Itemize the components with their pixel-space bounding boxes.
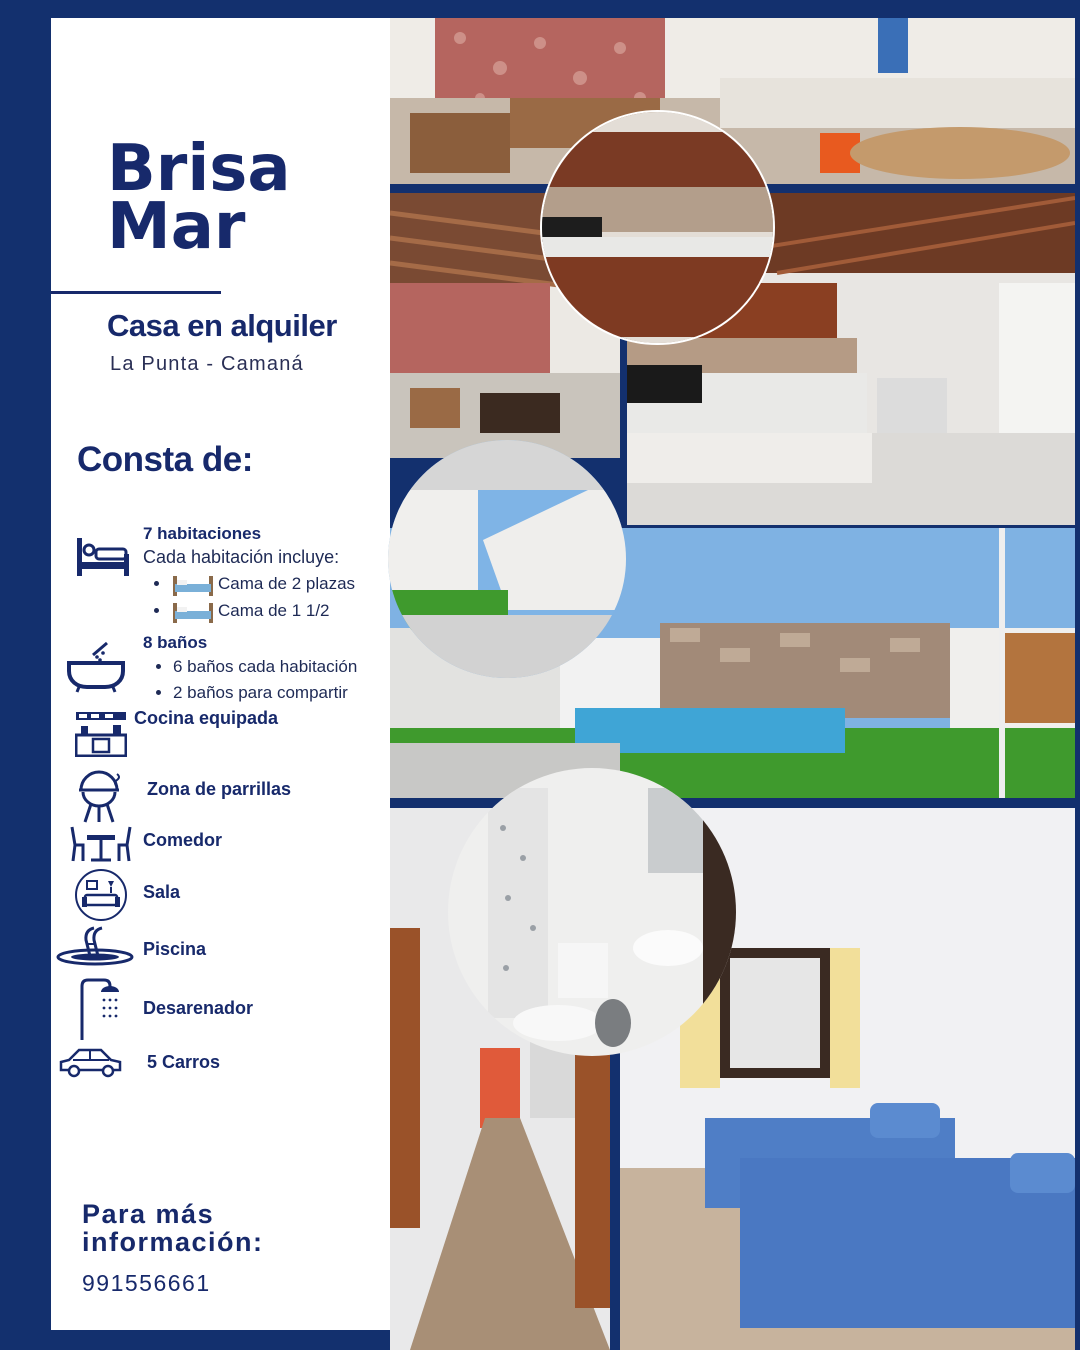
bed-icon bbox=[76, 536, 130, 578]
contact-heading bbox=[82, 1200, 264, 1256]
divider bbox=[51, 291, 221, 294]
bathtub-icon bbox=[67, 641, 125, 693]
rooms-block bbox=[143, 523, 383, 624]
baths-title: 8 baños bbox=[143, 633, 208, 652]
bathroom-circle-photo bbox=[448, 768, 736, 1056]
brand-line-2: Mar bbox=[107, 190, 246, 264]
phone-number[interactable]: 991556661 bbox=[82, 1270, 211, 1296]
living-label: Sala bbox=[143, 882, 181, 902]
list-item bbox=[171, 570, 383, 597]
bed-icon bbox=[171, 572, 215, 598]
brand-line-1: Brisa bbox=[107, 132, 291, 206]
grill-icon bbox=[77, 768, 127, 824]
pool-label: Piscina bbox=[143, 939, 207, 959]
dining-table-icon bbox=[69, 825, 133, 863]
bed-icon bbox=[171, 599, 215, 625]
pool-icon bbox=[56, 926, 134, 966]
car-icon bbox=[59, 1046, 123, 1078]
location: La Punta - Camaná bbox=[110, 353, 304, 375]
contact-heading-line-2: información: bbox=[82, 1227, 264, 1257]
shower-icon bbox=[76, 978, 122, 1042]
kitchen-circle-photo bbox=[540, 110, 775, 345]
shower-label: Desarenador bbox=[143, 998, 254, 1018]
baths-block bbox=[143, 632, 383, 706]
list-item bbox=[171, 597, 383, 624]
rooms-title: 7 habitaciones bbox=[143, 524, 262, 543]
patio-circle-photo bbox=[388, 440, 626, 678]
brand-title bbox=[107, 132, 367, 264]
cars-label: 5 Carros bbox=[147, 1052, 221, 1072]
dining-label: Comedor bbox=[143, 830, 223, 850]
living-room-icon bbox=[74, 869, 128, 921]
list-item: • 6 baños cada habitación bbox=[173, 654, 383, 680]
rooms-desc: Cada habitación incluye: bbox=[143, 547, 340, 567]
contact-heading-line-1: Para más bbox=[82, 1199, 215, 1229]
section-title: Consta de: bbox=[77, 440, 253, 479]
list-item-label: Cama de 1 1/2 bbox=[218, 601, 330, 620]
list-item: • 2 baños para compartir bbox=[173, 680, 383, 706]
grill-label: Zona de parrillas bbox=[147, 779, 292, 799]
subtitle: Casa en alquiler bbox=[107, 308, 337, 343]
kitchen-label: Cocina equipada bbox=[134, 708, 279, 728]
list-item-label: Cama de 2 plazas bbox=[218, 574, 356, 593]
kitchen-icon bbox=[75, 711, 127, 757]
